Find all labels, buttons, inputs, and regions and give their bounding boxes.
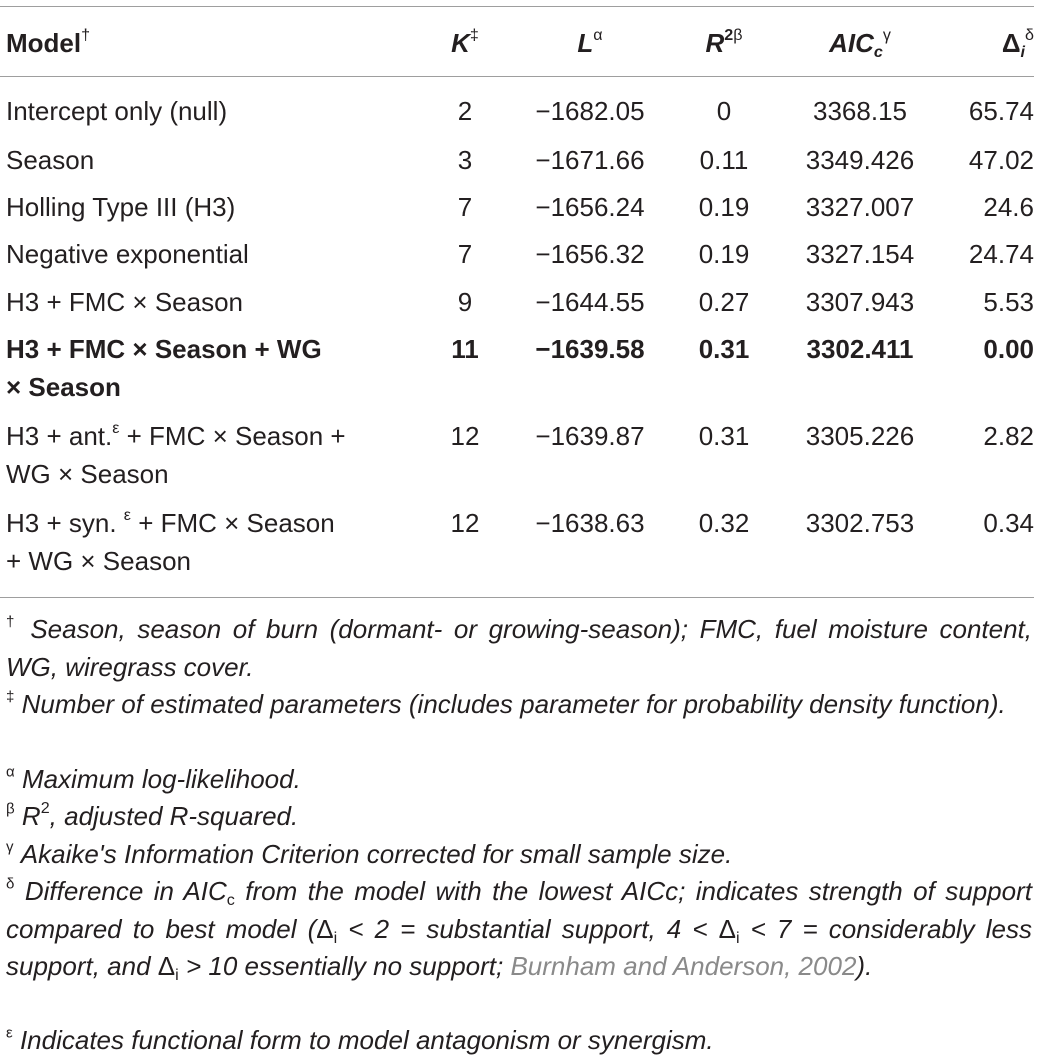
footnote-ddagger: ‡ Number of estimated parameters (includes parameter for probability density function). bbox=[6, 688, 1006, 719]
header-delta: $\Delta_i^\delta$ bbox=[1001, 25, 1034, 61]
header-r-squared: $R^{2\beta}$ bbox=[705, 25, 743, 58]
cell-r-squared: 0.27 bbox=[698, 287, 750, 317]
cell-k: 2 bbox=[457, 96, 473, 126]
cell-likelihood: −1682.05 bbox=[535, 96, 645, 126]
cell-model: Season bbox=[6, 145, 95, 175]
cell-model: H3 + FMC × Season bbox=[6, 287, 243, 317]
cell-aicc: 3349.426 bbox=[805, 145, 915, 175]
table-bottom-rule bbox=[0, 597, 1034, 598]
cell-model: Intercept only (null) bbox=[6, 96, 228, 126]
cell-model: H3 + ant.$^\varepsilon$ + FMC × Season + WG × Season bbox=[6, 418, 346, 489]
cell-delta: 2.82 bbox=[983, 421, 1034, 451]
citation-link[interactable]: Burnham and Anderson, 2002 bbox=[510, 951, 857, 981]
footnote-delta: $^\delta$ Difference in $AIC_c$ from the model with the lowest AICc; indicates strength of support compared to best model ($\Delta_i < 2$ = substantial support, $4 < \Delta_i < 7$ = considerably less support, and $\Delta_i > 10$ essentially no support; Burnham and Anderson, 2002). bbox=[6, 875, 1033, 984]
cell-aicc: 3305.226 bbox=[805, 421, 915, 451]
cell-aicc: 3327.154 bbox=[805, 239, 915, 269]
header-likelihood: $L^\alpha$ bbox=[577, 25, 603, 58]
cell-k: 12 bbox=[450, 508, 480, 538]
cell-k: 11 bbox=[451, 334, 479, 364]
cell-r-squared: 0 bbox=[716, 96, 732, 126]
cell-likelihood: −1639.87 bbox=[535, 421, 645, 451]
cell-likelihood: −1656.32 bbox=[535, 239, 645, 269]
cell-aicc: 3302.411 bbox=[806, 334, 914, 364]
cell-k: 7 bbox=[457, 239, 473, 269]
header-model: Model† bbox=[6, 25, 91, 58]
cell-aicc: 3307.943 bbox=[805, 287, 915, 317]
header-k: K‡ bbox=[451, 25, 479, 58]
cell-r-squared: 0.19 bbox=[698, 239, 750, 269]
cell-aicc: 3368.15 bbox=[813, 96, 907, 126]
cell-likelihood: −1644.55 bbox=[535, 287, 645, 317]
cell-aicc: 3327.007 bbox=[805, 192, 915, 222]
cell-k: 7 bbox=[457, 192, 473, 222]
cell-delta: 0.00 bbox=[983, 334, 1034, 364]
cell-delta: 0.34 bbox=[983, 508, 1034, 538]
cell-likelihood: −1656.24 bbox=[535, 192, 645, 222]
cell-r-squared: 0.11 bbox=[699, 145, 749, 175]
cell-k: 12 bbox=[450, 421, 480, 451]
footnote-gamma: $^\gamma$ Akaike's Information Criterion corrected for small sample size. bbox=[6, 838, 733, 869]
cell-model: H3 + FMC × Season + WG × Season bbox=[6, 334, 322, 402]
footnote-epsilon: $^\varepsilon$ Indicates functional form to model antagonism or synergism. bbox=[6, 1024, 714, 1055]
cell-k: 9 bbox=[457, 287, 473, 317]
cell-r-squared: 0.19 bbox=[698, 192, 750, 222]
footnote-beta: $^\beta$ $R^2$, adjusted R-squared. bbox=[6, 798, 299, 831]
cell-model: Negative exponential bbox=[6, 239, 249, 269]
cell-likelihood: −1638.63 bbox=[535, 508, 645, 538]
cell-delta: 24.74 bbox=[968, 239, 1034, 269]
footnote-dagger: † Season, season of burn (dormant- or growing-season); FMC, fuel moisture content, WG, wiregrass cover. bbox=[6, 613, 1032, 682]
footnote-alpha: $^\alpha$ Maximum log-likelihood. bbox=[6, 763, 301, 794]
cell-model: H3 + syn. $^\varepsilon$ + FMC × Season + WG × Season bbox=[6, 505, 335, 576]
cell-r-squared: 0.31 bbox=[698, 421, 750, 451]
cell-r-squared: 0.31 bbox=[698, 334, 750, 364]
table-top-rule bbox=[0, 6, 1034, 7]
cell-delta: 47.02 bbox=[968, 145, 1034, 175]
cell-delta: 24.6 bbox=[983, 192, 1034, 222]
cell-delta: 65.74 bbox=[968, 96, 1034, 126]
cell-r-squared: 0.32 bbox=[698, 508, 750, 538]
cell-k: 3 bbox=[457, 145, 473, 175]
cell-model: Holling Type III (H3) bbox=[6, 192, 236, 222]
cell-likelihood: −1639.58 bbox=[535, 334, 645, 364]
table-header-rule bbox=[0, 76, 1034, 77]
header-aicc: $AIC_c^\gamma$ bbox=[829, 25, 891, 61]
cell-aicc: 3302.753 bbox=[805, 508, 915, 538]
cell-likelihood: −1671.66 bbox=[535, 145, 645, 175]
cell-delta: 5.53 bbox=[983, 287, 1034, 317]
